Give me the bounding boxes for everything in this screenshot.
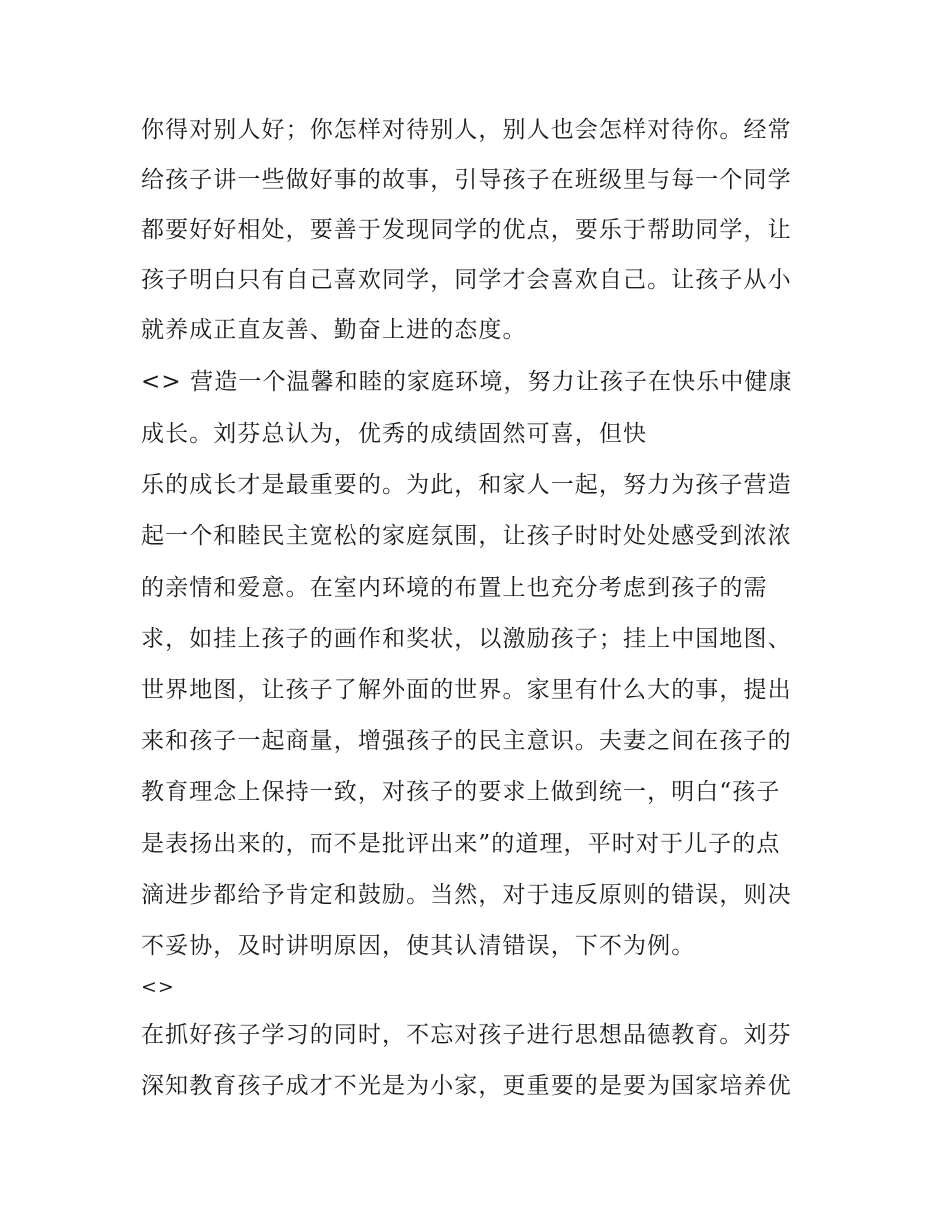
text-line: 世界地图，让孩子了解外面的世界。家里有什么大的事，提出 xyxy=(141,677,792,703)
text-line: 的亲情和爱意。在室内环境的布置上也充分考虑到孩子的需 xyxy=(141,575,768,601)
text-line: 起一个和睦民主宽松的家庭氛围，让孩子时时处处感受到浓浓 xyxy=(141,523,792,549)
text-line: 来和孩子一起商量，增强孩子的民主意识。夫妻之间在孩子的 xyxy=(141,728,792,754)
text-line: 给孩子讲一些做好事的故事，引导孩子在班级里与每一个同学 xyxy=(141,167,792,193)
text-line: 你得对别人好；你怎样对待别人，别人也会怎样对待你。经常 xyxy=(141,117,792,143)
text-line: 就养成正直友善、勤奋上进的态度。 xyxy=(141,317,527,343)
text-line: 都要好好相处，要善于发现同学的优点，要乐于帮助同学，让 xyxy=(141,217,792,243)
text-line: 滴进步都给予肯定和鼓励。当然，对于违反原则的错误，则决 xyxy=(141,882,792,908)
section-marker: <> xyxy=(141,976,175,998)
text-line: 乐的成长才是最重要的。为此，和家人一起，努力为孩子营造 xyxy=(141,472,792,498)
text-line: 求，如挂上孩子的画作和奖状，以激励孩子；挂上中国地图、 xyxy=(141,626,792,652)
text-line: 不妥协，及时讲明原因，使其认清错误，下不为例。 xyxy=(141,933,696,959)
text-line: 在抓好孩子学习的同时，不忘对孩子进行思想品德教育。刘芬 xyxy=(141,1022,792,1048)
text-line: 深知教育孩子成才不光是为小家，更重要的是要为国家培养优 xyxy=(141,1073,792,1099)
text-line: 成长。刘芬总认为，优秀的成绩固然可喜，但快 xyxy=(141,421,648,447)
text-line: 教育理念上保持一致，对孩子的要求上做到统一，明白“孩子 xyxy=(141,779,781,805)
section-heading-line: <> 营造一个温馨和睦的家庭环境，努力让孩子在快乐中健康 xyxy=(141,369,793,395)
text-line: 孩子明白只有自己喜欢同学，同学才会喜欢自己。让孩子从小 xyxy=(141,267,792,293)
text-line: 是表扬出来的，而不是批评出来”的道理，平时对于儿子的点 xyxy=(141,831,781,857)
